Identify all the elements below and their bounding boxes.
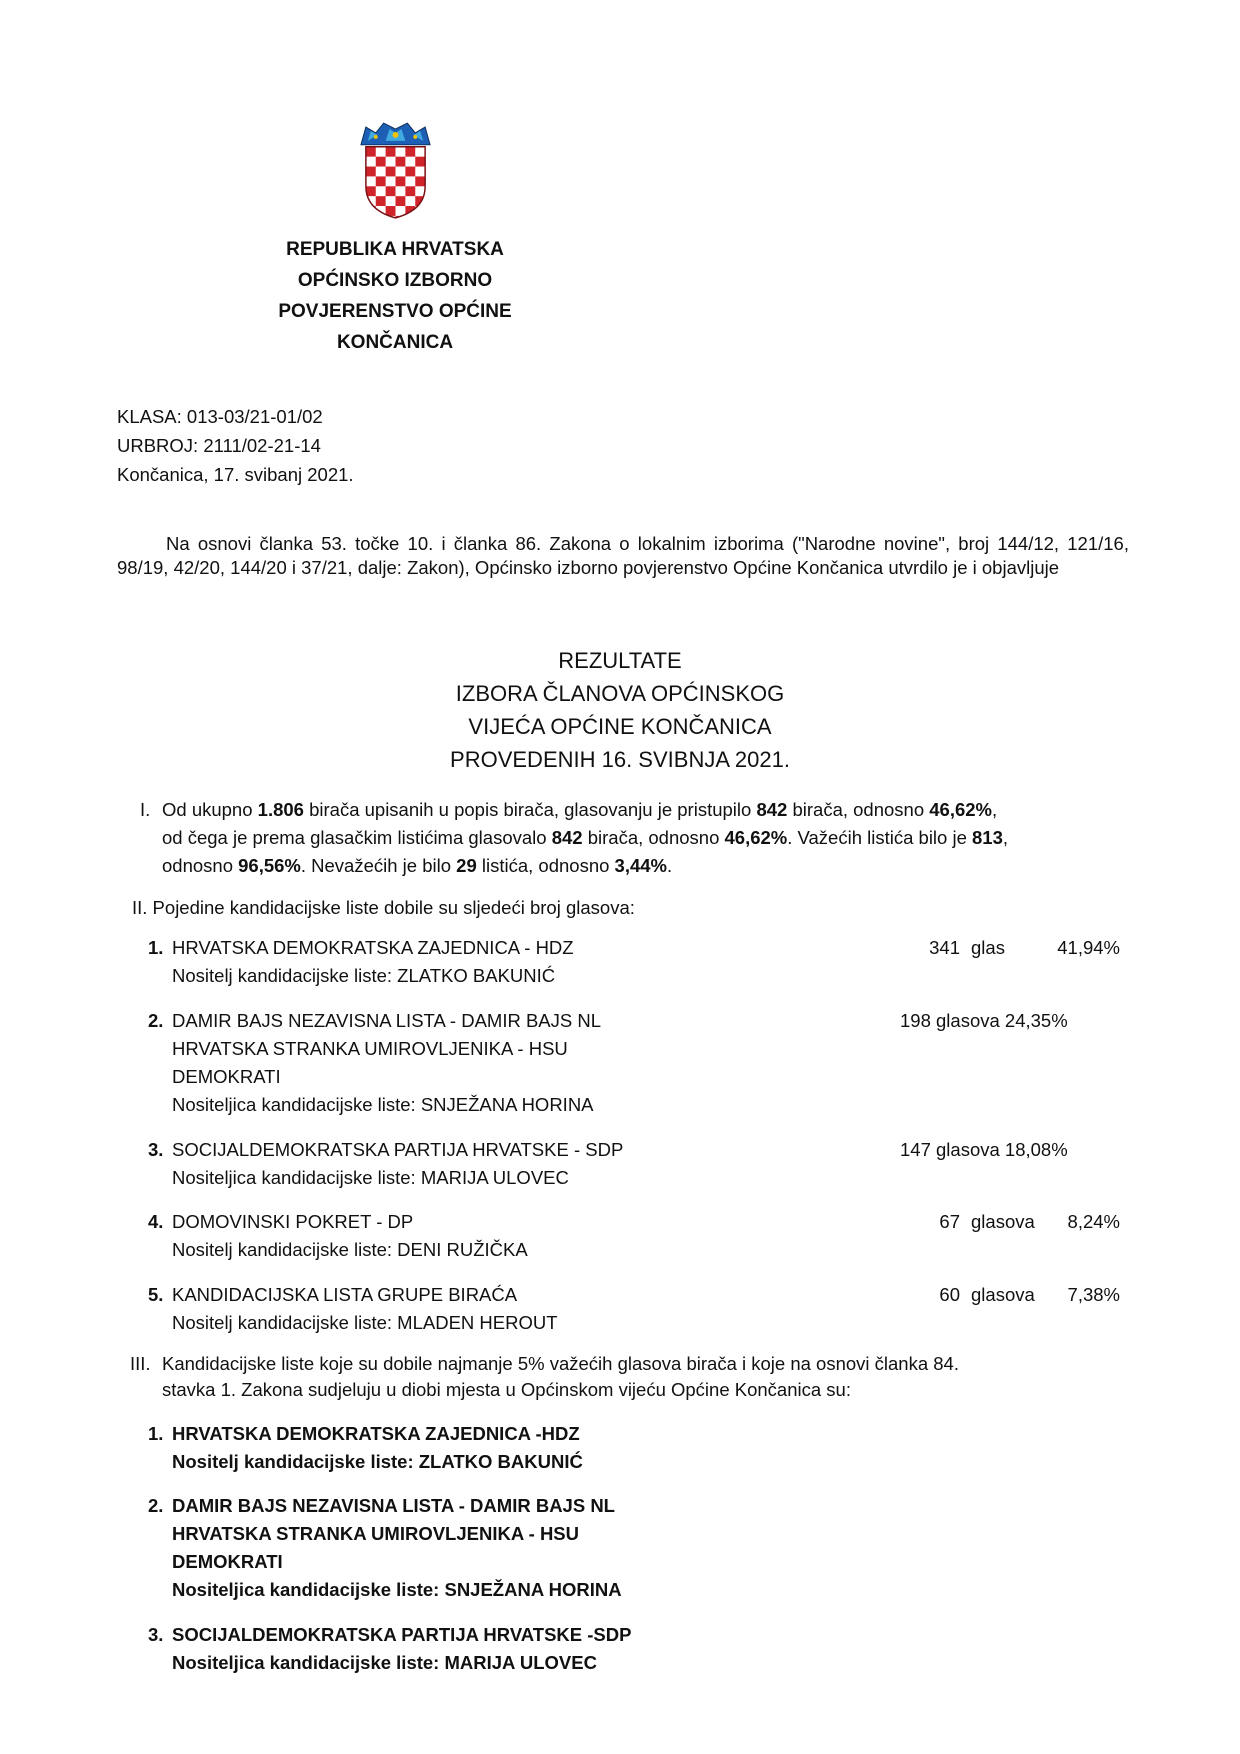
vote-result: 147 glasova 18,08%	[900, 1139, 1068, 1160]
list-name: SOCIJALDEMOKRATSKA PARTIJA HRVATSKE -SDP	[172, 1624, 632, 1645]
vote-word: glas	[971, 937, 1005, 958]
list-name: DAMIR BAJS NEZAVISNA LISTA - DAMIR BAJS NL	[172, 1495, 615, 1516]
validity-line: odnosno 96,56%. Nevažećih je bilo 29 listića, odnosno 3,44%.	[162, 855, 673, 876]
header-line: OPĆINSKO IZBORNO	[297, 270, 493, 291]
list-item	[148, 1208, 1118, 1264]
section-two-heading: II. Pojedine kandidacijske liste dobile su sljedeći broj glasova:	[132, 897, 635, 918]
list-name: DEMOKRATI	[172, 1066, 281, 1087]
klasa-line: KLASA: 013-03/21-01/02	[117, 406, 323, 427]
date-line: Končanica, 17. svibanj 2021.	[117, 464, 354, 485]
voted-line: od čega je prema glasačkim listićima glasovalo 842 birača, odnosno 46,62%. Važećih listića bilo je 813,	[162, 827, 1009, 848]
urbroj-line: URBROJ: 2111/02-21-14	[117, 435, 321, 456]
header-line: REPUBLIKA HRVATSKA	[286, 239, 504, 260]
document-title	[360, 644, 880, 776]
header-line: POVJERENSTVO OPĆINE	[278, 301, 512, 322]
valid-percent: 96,56%	[238, 855, 301, 876]
voted-percent: 46,62%	[724, 827, 788, 848]
list-number: 3.	[148, 1139, 164, 1160]
title-line: REZULTATE	[558, 648, 682, 673]
invalid-count: 29	[456, 855, 477, 876]
qualified-list-item	[148, 1621, 1118, 1677]
section-numeral: I.	[140, 799, 151, 820]
list-number: 3.	[148, 1624, 164, 1645]
list-number: 4.	[148, 1211, 164, 1232]
vote-percent: 8,24%	[1067, 1211, 1120, 1232]
list-name: HRVATSKA STRANKA UMIROVLJENIKA - HSU	[172, 1523, 580, 1544]
list-holder: Nositelj kandidacijske liste: MLADEN HEROUT	[172, 1312, 558, 1333]
vote-count: 341	[929, 937, 960, 958]
list-number: 2.	[148, 1495, 164, 1516]
list-holder: Nositeljica kandidacijske liste: SNJEŽANA HORINA	[172, 1094, 594, 1115]
list-holder: Nositeljica kandidacijske liste: MARIJA ULOVEC	[172, 1167, 569, 1188]
intro-paragraph: Na osnovi članka 53. točke 10. i članka 86. Zakona o lokalnim izborima ("Narodne novine", broj 144/12, 121/16, 98/19, 42/20, 144/20 i 37/21, dalje: Zakon), Općinsko izborno povjerenstvo Općine Končanica utvrdilo je i objavljuje	[117, 533, 1129, 578]
issuer-header	[250, 234, 540, 358]
list-name: HRVATSKA STRANKA UMIROVLJENIKA - HSU	[172, 1038, 568, 1059]
section-three-seat-allocation	[130, 1351, 1110, 1403]
list-item	[148, 1136, 1118, 1192]
list-holder: Nositeljica kandidacijske liste: MARIJA ULOVEC	[172, 1652, 597, 1673]
croatian-coat-of-arms-icon	[356, 119, 435, 220]
valid-count: 813	[972, 827, 1003, 848]
turnout-count: 842	[756, 799, 788, 820]
list-item	[148, 934, 1118, 990]
turnout-percent: 46,62%	[929, 799, 993, 820]
list-name: KANDIDACIJSKA LISTA GRUPE BIRAĆA	[172, 1284, 518, 1305]
list-holder: Nositeljica kandidacijske liste: SNJEŽANA HORINA	[172, 1579, 622, 1600]
total-voters: 1.806	[257, 799, 304, 820]
document-metadata	[117, 402, 354, 489]
vote-count: 67	[939, 1211, 960, 1232]
list-holder: Nositelj kandidacijske liste: ZLATKO BAKUNIĆ	[172, 1451, 583, 1472]
vote-result: 198 glasova 24,35%	[900, 1010, 1068, 1031]
list-name: HRVATSKA DEMOKRATSKA ZAJEDNICA - HDZ	[172, 937, 574, 958]
list-number: 1.	[148, 1423, 164, 1444]
vote-percent: 41,94%	[1057, 937, 1120, 958]
list-item	[148, 1007, 1118, 1119]
title-line: VIJEĆA OPĆINE KONČANICA	[468, 714, 772, 739]
turnout-line: Od ukupno 1.806 birača upisanih u popis birača, glasovanju je pristupilo 842 birača, odnosno 46,62%,	[162, 799, 998, 820]
title-line: IZBORA ČLANOVA OPĆINSKOG	[455, 681, 785, 706]
header-line: KONČANICA	[336, 332, 454, 353]
vote-percent: 7,38%	[1067, 1284, 1120, 1305]
list-number: 2.	[148, 1010, 164, 1031]
qualified-list-item	[148, 1420, 1118, 1476]
invalid-percent: 3,44%	[614, 855, 668, 876]
list-item	[148, 1281, 1118, 1337]
list-name: DAMIR BAJS NEZAVISNA LISTA - DAMIR BAJS NL	[172, 1010, 602, 1031]
list-name: DEMOKRATI	[172, 1551, 283, 1572]
vote-word: glasova	[971, 1284, 1035, 1305]
list-number: 5.	[148, 1284, 164, 1305]
section-numeral: III.	[130, 1353, 151, 1374]
vote-count: 60	[939, 1284, 960, 1305]
section-three-text: stavka 1. Zakona sudjeluju u diobi mjesta u Općinskom vijeću Općine Končanica su:	[162, 1379, 851, 1400]
list-name: SOCIJALDEMOKRATSKA PARTIJA HRVATSKE - SDP	[172, 1139, 624, 1160]
list-holder: Nositelj kandidacijske liste: DENI RUŽIČKA	[172, 1239, 528, 1260]
vote-word: glasova	[971, 1211, 1035, 1232]
list-holder: Nositelj kandidacijske liste: ZLATKO BAKUNIĆ	[172, 965, 556, 986]
title-line: PROVEDENIH 16. SVIBNJA 2021.	[450, 747, 790, 772]
list-name: HRVATSKA DEMOKRATSKA ZAJEDNICA -HDZ	[172, 1423, 580, 1444]
list-number: 1.	[148, 937, 164, 958]
voted-count: 842	[551, 827, 583, 848]
section-three-text: Kandidacijske liste koje su dobile najmanje 5% važećih glasova birača i koje na osnovi članka 84.	[162, 1353, 959, 1374]
qualified-list-item	[148, 1492, 1118, 1604]
section-one-turnout	[140, 796, 1130, 880]
list-name: DOMOVINSKI POKRET - DP	[172, 1211, 414, 1232]
